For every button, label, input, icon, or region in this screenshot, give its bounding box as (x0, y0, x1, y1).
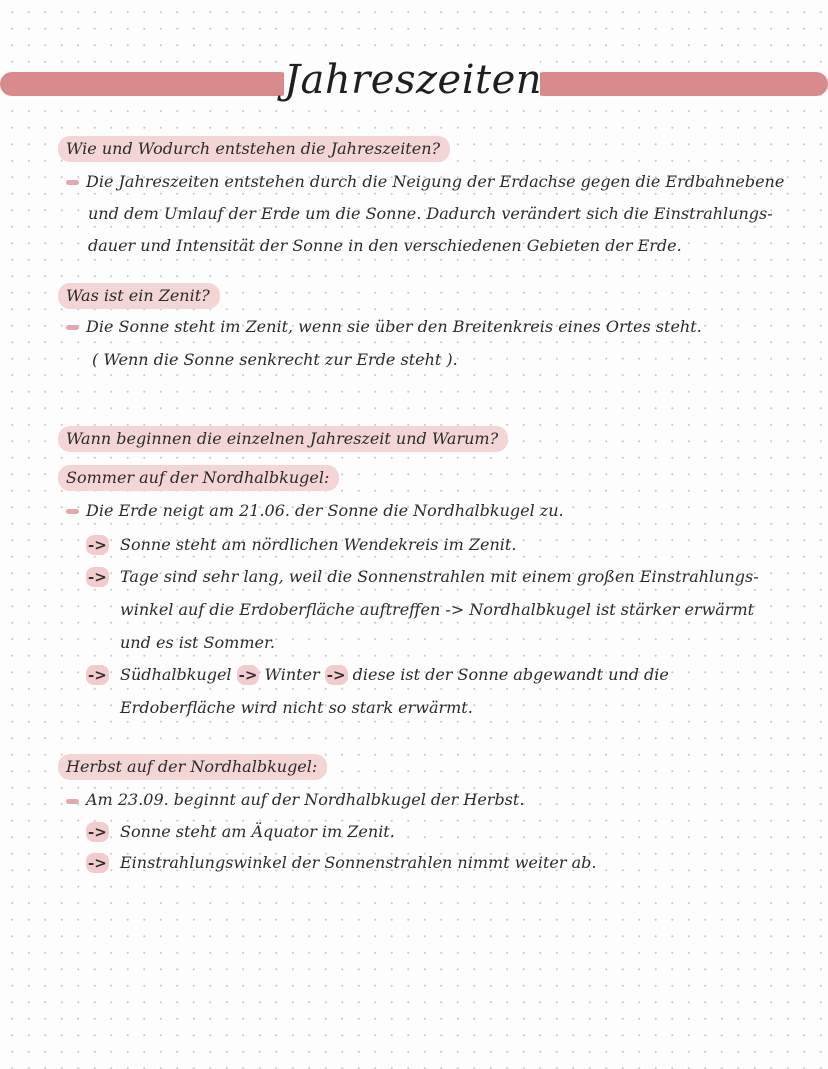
heading-how-seasons: Wie und Wodurch entstehen die Jahreszeiten? (58, 136, 450, 162)
dash-bullet (66, 180, 79, 185)
winter-label: Winter (264, 665, 320, 684)
dash-bullet (66, 509, 79, 514)
southern-hemisphere-label: Südhalbkugel (120, 665, 232, 684)
arrow-bullet: -> (88, 823, 107, 841)
arrow-bullet: -> (88, 536, 107, 554)
text-line: Die Erde neigt am 21.06. der Sonne die Nordhalbkugel zu. (86, 501, 564, 520)
south-explanation: diese ist der Sonne abgewandt und die (352, 665, 669, 684)
text-line: Erdoberfläche wird nicht so stark erwärmt. (120, 698, 473, 717)
heading-when-seasons: Wann beginnen die einzelnen Jahreszeit und Warum? (58, 426, 508, 452)
text-line: Sonne steht am nördlichen Wendekreis im Zenit. (120, 535, 517, 554)
text-line: und es ist Sommer. (120, 633, 275, 652)
text-line: Die Sonne steht im Zenit, wenn sie über den Breitenkreis eines Ortes steht. (86, 317, 702, 336)
text-line: Sonne steht am Äquator im Zenit. (120, 822, 395, 841)
arrow-bullet: -> (88, 666, 107, 684)
dash-bullet (66, 799, 79, 804)
heading-autumn: Herbst auf der Nordhalbkugel: (58, 754, 327, 780)
text-line: und dem Umlauf der Erde um die Sonne. Dadurch verändert sich die Einstrahlungs- (88, 204, 773, 223)
arrow-bullet: -> (88, 568, 107, 586)
heading-summer: Sommer auf der Nordhalbkugel: (58, 465, 339, 491)
arrow-bullet: -> (88, 854, 107, 872)
heading-zenit: Was ist ein Zenit? (58, 283, 220, 309)
title-bar-right (532, 72, 828, 96)
page-title: Jahreszeiten (284, 52, 540, 108)
dash-bullet (66, 325, 79, 330)
arrow-inline: -> (326, 666, 346, 684)
text-line: Einstrahlungswinkel der Sonnenstrahlen nimmt weiter ab. (120, 853, 597, 872)
text-line: Die Jahreszeiten entstehen durch die Neigung der Erdachse gegen die Erdbahnebene (86, 172, 785, 191)
text-line-south (120, 663, 669, 687)
arrow-inline: -> (238, 666, 258, 684)
text-line: dauer und Intensität der Sonne in den verschiedenen Gebieten der Erde. (88, 236, 682, 255)
text-line: Am 23.09. beginnt auf der Nordhalbkugel der Herbst. (86, 790, 525, 809)
text-line: winkel auf die Erdoberfläche auftreffen -> Nordhalbkugel ist stärker erwärmt (120, 600, 755, 619)
text-line: ( Wenn die Sonne senkrecht zur Erde steht ). (92, 350, 458, 369)
text-line: Tage sind sehr lang, weil die Sonnenstrahlen mit einem großen Einstrahlungs- (120, 567, 759, 586)
title-bar-left (0, 72, 292, 96)
